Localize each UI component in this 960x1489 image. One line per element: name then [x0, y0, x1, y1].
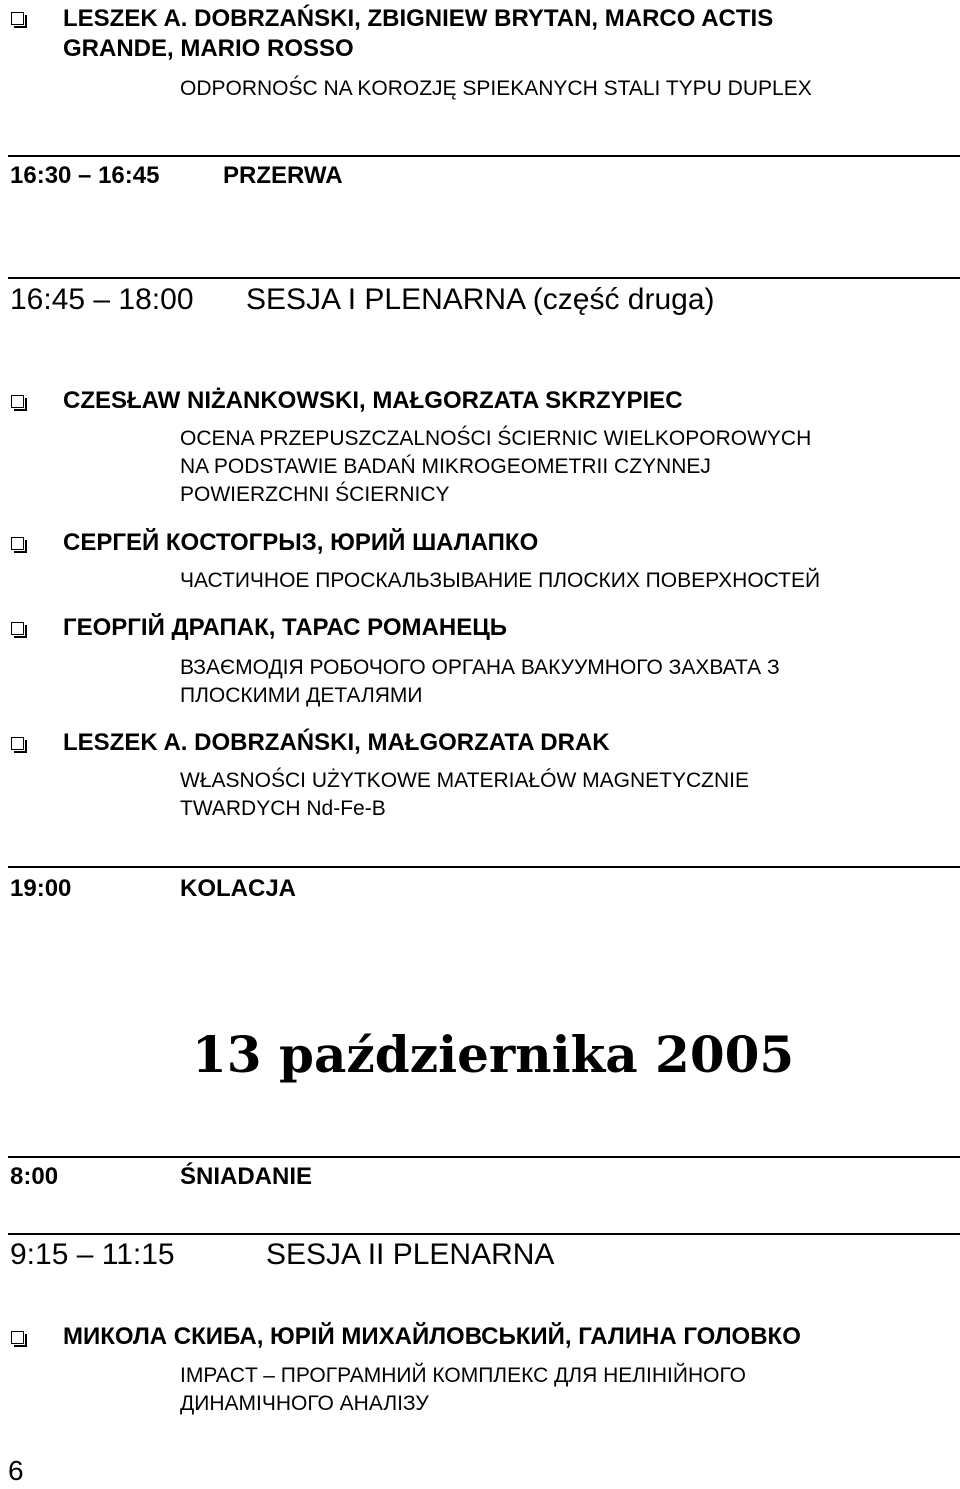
talk-title-line: NA PODSTAWIE BADAŃ MIKROGEOMETRII CZYNNEJ	[180, 455, 711, 478]
checkbox-icon	[11, 537, 24, 550]
dinner-time: 19:00	[10, 875, 72, 902]
talk-title-line: IMPACT – ПРОГРАМНИЙ КОМПЛЕКС ДЛЯ НЕЛІНІЙНОГО	[180, 1364, 746, 1387]
talk-authors: ГЕОРГІЙ ДРАПАК, ТАРАС РОМАНЕЦЬ	[63, 614, 507, 641]
break-time: 16:30 – 16:45	[10, 162, 160, 189]
plenary-label: SESJA I PLENARNA (część druga)	[246, 283, 715, 316]
dinner-label: KOLACJA	[180, 875, 297, 902]
talk-authors-line1: LESZEK A. DOBRZAŃSKI, ZBIGNIEW BRYTAN, MARCO ACTIS	[63, 5, 774, 32]
breakfast-label: ŚNIADANIE	[180, 1163, 313, 1190]
divider	[8, 1233, 960, 1235]
talk-title-line: ДИНАМІЧНОГО АНАЛІЗУ	[180, 1392, 429, 1415]
talk-title-line: ВЗАЄМОДІЯ РОБОЧОГО ОРГАНА ВАКУУМНОГО ЗАХВАТА З	[180, 656, 780, 679]
talk-authors: CZESŁAW NIŻANKOWSKI, MAŁGORZATA SKRZYPIEC	[63, 387, 683, 414]
talk-title-line: TWARDYCH Nd-Fe-B	[180, 797, 386, 820]
checkbox-icon	[11, 737, 24, 750]
talk-authors-line2: GRANDE, MARIO ROSSO	[63, 35, 354, 62]
divider	[8, 277, 960, 279]
checkbox-icon	[11, 395, 24, 408]
divider	[8, 866, 960, 868]
date-heading: 13 października 2005	[192, 1025, 795, 1084]
breakfast-time: 8:00	[10, 1163, 59, 1190]
talk-title: ODPORNOŚC NA KOROZJĘ SPIEKANYCH STALI TYPU DUPLEX	[180, 77, 812, 100]
talk-title-line: ЧАСТИЧНОЕ ПРОСКАЛЬЗЫВАНИЕ ПЛОСКИХ ПОВЕРХНОСТЕЙ	[180, 569, 821, 592]
talk-title-line: OCENA PRZEPUSZCZALNOŚCI ŚCIERNIC WIELKOPOROWYCH	[180, 427, 812, 450]
talk-authors: СЕРГЕЙ КОСТОГРЫЗ, ЮРИЙ ШАЛАПКО	[63, 529, 539, 556]
talk-title-line: ПЛОСКИМИ ДЕТАЛЯМИ	[180, 684, 423, 707]
break-label: PRZERWA	[223, 162, 343, 189]
talk-title-line: WŁASNOŚCI UŻYTKOWE MATERIAŁÓW MAGNETYCZNIE	[180, 769, 749, 792]
talk-authors: МИКОЛА СКИБА, ЮРІЙ МИХАЙЛОВСЬКИЙ, ГАЛИНА ГОЛОВКО	[63, 1323, 801, 1350]
talk-authors: LESZEK A. DOBRZAŃSKI, MAŁGORZATA DRAK	[63, 729, 610, 756]
checkbox-icon	[11, 622, 24, 635]
plenary2-label: SESJA II PLENARNA	[266, 1238, 555, 1271]
plenary2-time: 9:15 – 11:15	[10, 1238, 175, 1271]
divider	[8, 155, 960, 157]
plenary-time: 16:45 – 18:00	[10, 283, 194, 316]
checkbox-icon	[11, 12, 24, 25]
page-number: 6	[8, 1455, 24, 1486]
talk-title-line: POWIERZCHNI ŚCIERNICY	[180, 483, 450, 506]
divider	[8, 1156, 960, 1158]
checkbox-icon	[11, 1331, 24, 1344]
